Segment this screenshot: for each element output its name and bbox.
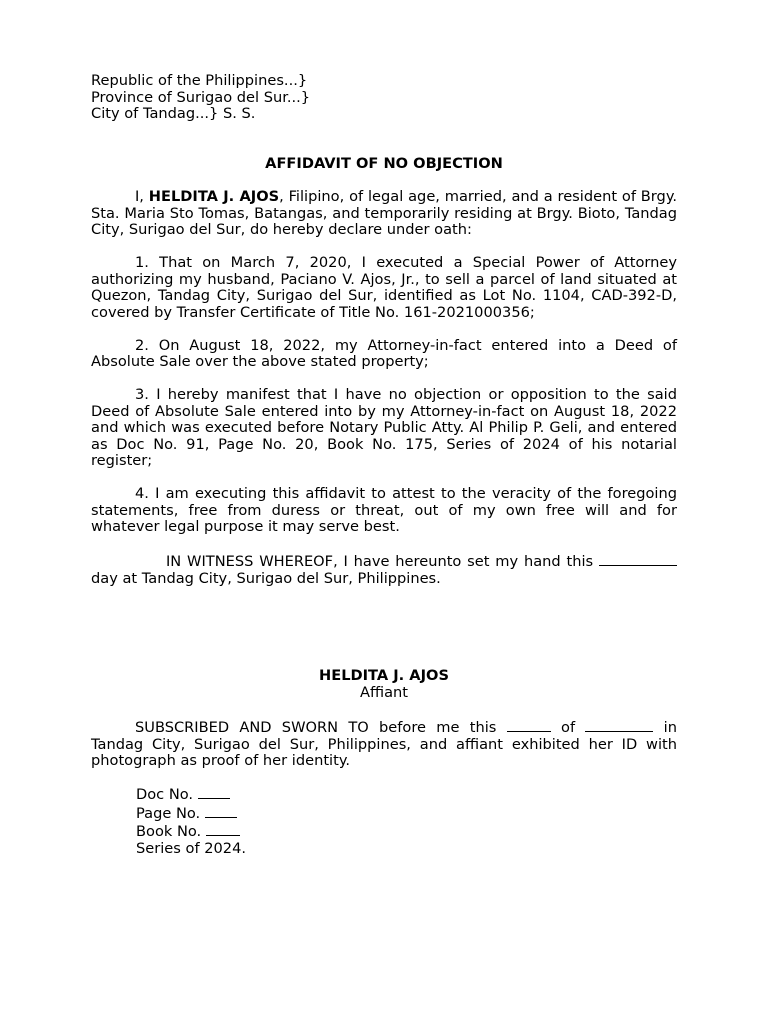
venue-line: City of Tandag...} S. S. [91,105,256,122]
intro-prefix: I, [135,188,149,205]
jurat-of: of [550,719,586,736]
month-blank [585,718,653,732]
book-no [136,822,246,841]
venue-line: Republic of the Philippines...} [91,72,308,89]
intro-text: , Filipino, of legal age, married, and a resident of Brgy. Sta. Maria Sto Tomas, Batangas, and temporarily residing at Brgy. Bioto, Tandag City, Surigao del Sur, do hereby declare under oath: [91,188,678,238]
affidavit-body [91,189,677,587]
paragraph-3: 3. I hereby manifest that I have no objection or opposition to the said Deed of Absolute Sale entered into by my Attorney-in-fact on August 18, 2022 and which was executed before Notary Public Atty. Al Philip P. Geli, and entered as Doc No. 91, Page No. 20, Book No. 175, Series of 2024 of his notarial register; [91,386,677,469]
doc-no [136,785,246,804]
paragraph-2: 2. On August 18, 2022, my Attorney-in-fact entered into a Deed of Absolute Sale over the above stated property; [91,336,677,370]
book-no-label: Book No. [136,823,206,840]
jurat-paragraph [91,718,677,770]
page-no-blank [205,804,237,818]
date-blank [599,552,677,566]
paragraph-4: 4. I am executing this affidavit to attest to the veracity of the foregoing statements, free from duress or threat, out of my own free will and for whatever legal purpose it may serve best. [91,485,677,535]
venue-line: Province of Surigao del Sur...} [91,88,311,106]
intro-paragraph [91,189,677,239]
venue-block [91,73,310,123]
book-no-blank [206,822,240,836]
day-blank [507,718,551,732]
witness-paragraph [91,552,677,587]
affiant-name-inline: HELDITA J. AJOS [148,188,280,205]
series: Series of 2024. [136,839,247,857]
page-no-label: Page No. [136,804,205,822]
jurat-text: SUBSCRIBED AND SWORN TO before me this [135,719,507,736]
witness-text: IN WITNESS WHEREOF, I have hereunto set my hand this [166,553,599,570]
signature-block [0,668,768,701]
witness-text-end: day at Tandag City, Surigao del Sur, Philippines. [91,569,441,587]
affiant-name: HELDITA J. AJOS [319,667,449,684]
affiant-role: Affiant [359,683,408,701]
document-title: AFFIDAVIT OF NO OBJECTION [265,155,503,172]
doc-no-blank [198,785,230,799]
doc-no-label: Doc No. [136,786,198,803]
jurat-text-end: in Tandag City, Surigao del Sur, Philippines, and affiant exhibited her ID with photograph as proof of her identity. [91,719,677,769]
page-no [136,804,246,823]
paragraph-1: 1. That on March 7, 2020, I executed a Special Power of Attorney authorizing my husband, Paciano V. Ajos, Jr., to sell a parcel of land situated at Quezon, Tandag City, Surigao del Sur, identified as Lot No. 1104, CAD-392-D, covered by Transfer Certificate of Title No. 161-2021000356; [91,254,677,321]
notarial-register [136,785,246,857]
